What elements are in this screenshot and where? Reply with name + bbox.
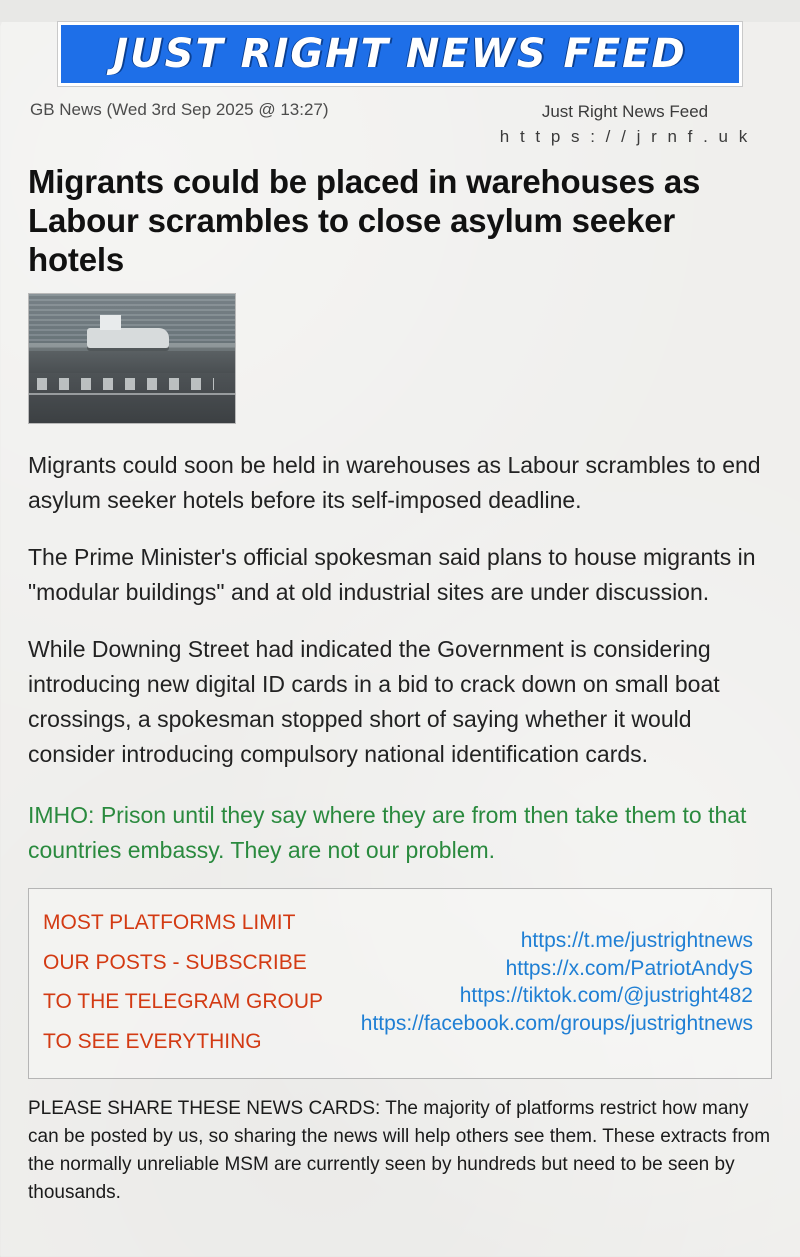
article-paragraph: Migrants could soon be held in warehouses as Labour scrambles to end asylum seeker hotels before its self-imposed deadline.	[28, 452, 761, 514]
link-x[interactable]: https://x.com/PatriotAndyS	[505, 956, 753, 980]
article-paragraph: While Downing Street had indicated the Government is considering introducing new digital ID cards in a bid to crack down on small boat crossings, a spokesman stopped short of saying whether it would consider introducing compulsory national identification cards.	[28, 635, 720, 767]
subscribe-line: TO THE TELEGRAM GROUP	[43, 990, 324, 1014]
footer-note: PLEASE SHARE THESE NEWS CARDS: The majority of platforms restrict how many can be posted by us, so sharing the news will help others see them. These extracts from the normally unreliable MSM are currently seen by hundreds but need to be seen by thousands.	[28, 1098, 771, 1203]
link-telegram[interactable]: https://t.me/justrightnews	[520, 928, 753, 952]
article-paragraph: The Prime Minister's official spokesman said plans to house migrants in "modular buildings" and at old industrial sites are under discussion.	[28, 544, 756, 605]
subscribe-line: TO SEE EVERYTHING	[43, 1030, 262, 1054]
editor-comment: IMHO: Prison until they say where they are from then take them to that countries embassy. They are not our problem.	[28, 801, 747, 863]
brand-name: Just Right News Feed	[541, 102, 709, 121]
article-image	[28, 293, 236, 424]
brand-url[interactable]: h t t p s : / / j r n f . u k	[499, 126, 751, 146]
image-cars-row	[37, 378, 214, 390]
masthead-title: JUST RIGHT NEWS FEED	[107, 31, 692, 77]
subscribe-message	[43, 903, 323, 1063]
article-source-line: GB News (Wed 3rd Sep 2025 @ 13:27)	[30, 100, 329, 119]
news-card	[0, 22, 800, 1257]
article-body	[28, 448, 772, 772]
image-quay-layer	[29, 351, 235, 373]
image-kerb-line	[29, 393, 235, 395]
subscribe-box	[28, 888, 772, 1080]
brand-block	[480, 100, 770, 149]
masthead-banner	[58, 22, 742, 86]
subscribe-line: OUR POSTS - SUBSCRIBE	[43, 950, 307, 974]
subscribe-line: MOST PLATFORMS LIMIT	[43, 910, 296, 934]
link-tiktok[interactable]: https://tiktok.com/@justright482	[459, 984, 753, 1008]
link-facebook[interactable]: https://facebook.com/groups/justrightnews	[360, 1012, 753, 1036]
image-boat-shape	[87, 328, 169, 349]
social-links	[361, 927, 753, 1039]
header-row	[28, 100, 772, 149]
page-title: Migrants could be placed in warehouses as Labour scrambles to close asylum seeker hotels	[28, 163, 701, 278]
